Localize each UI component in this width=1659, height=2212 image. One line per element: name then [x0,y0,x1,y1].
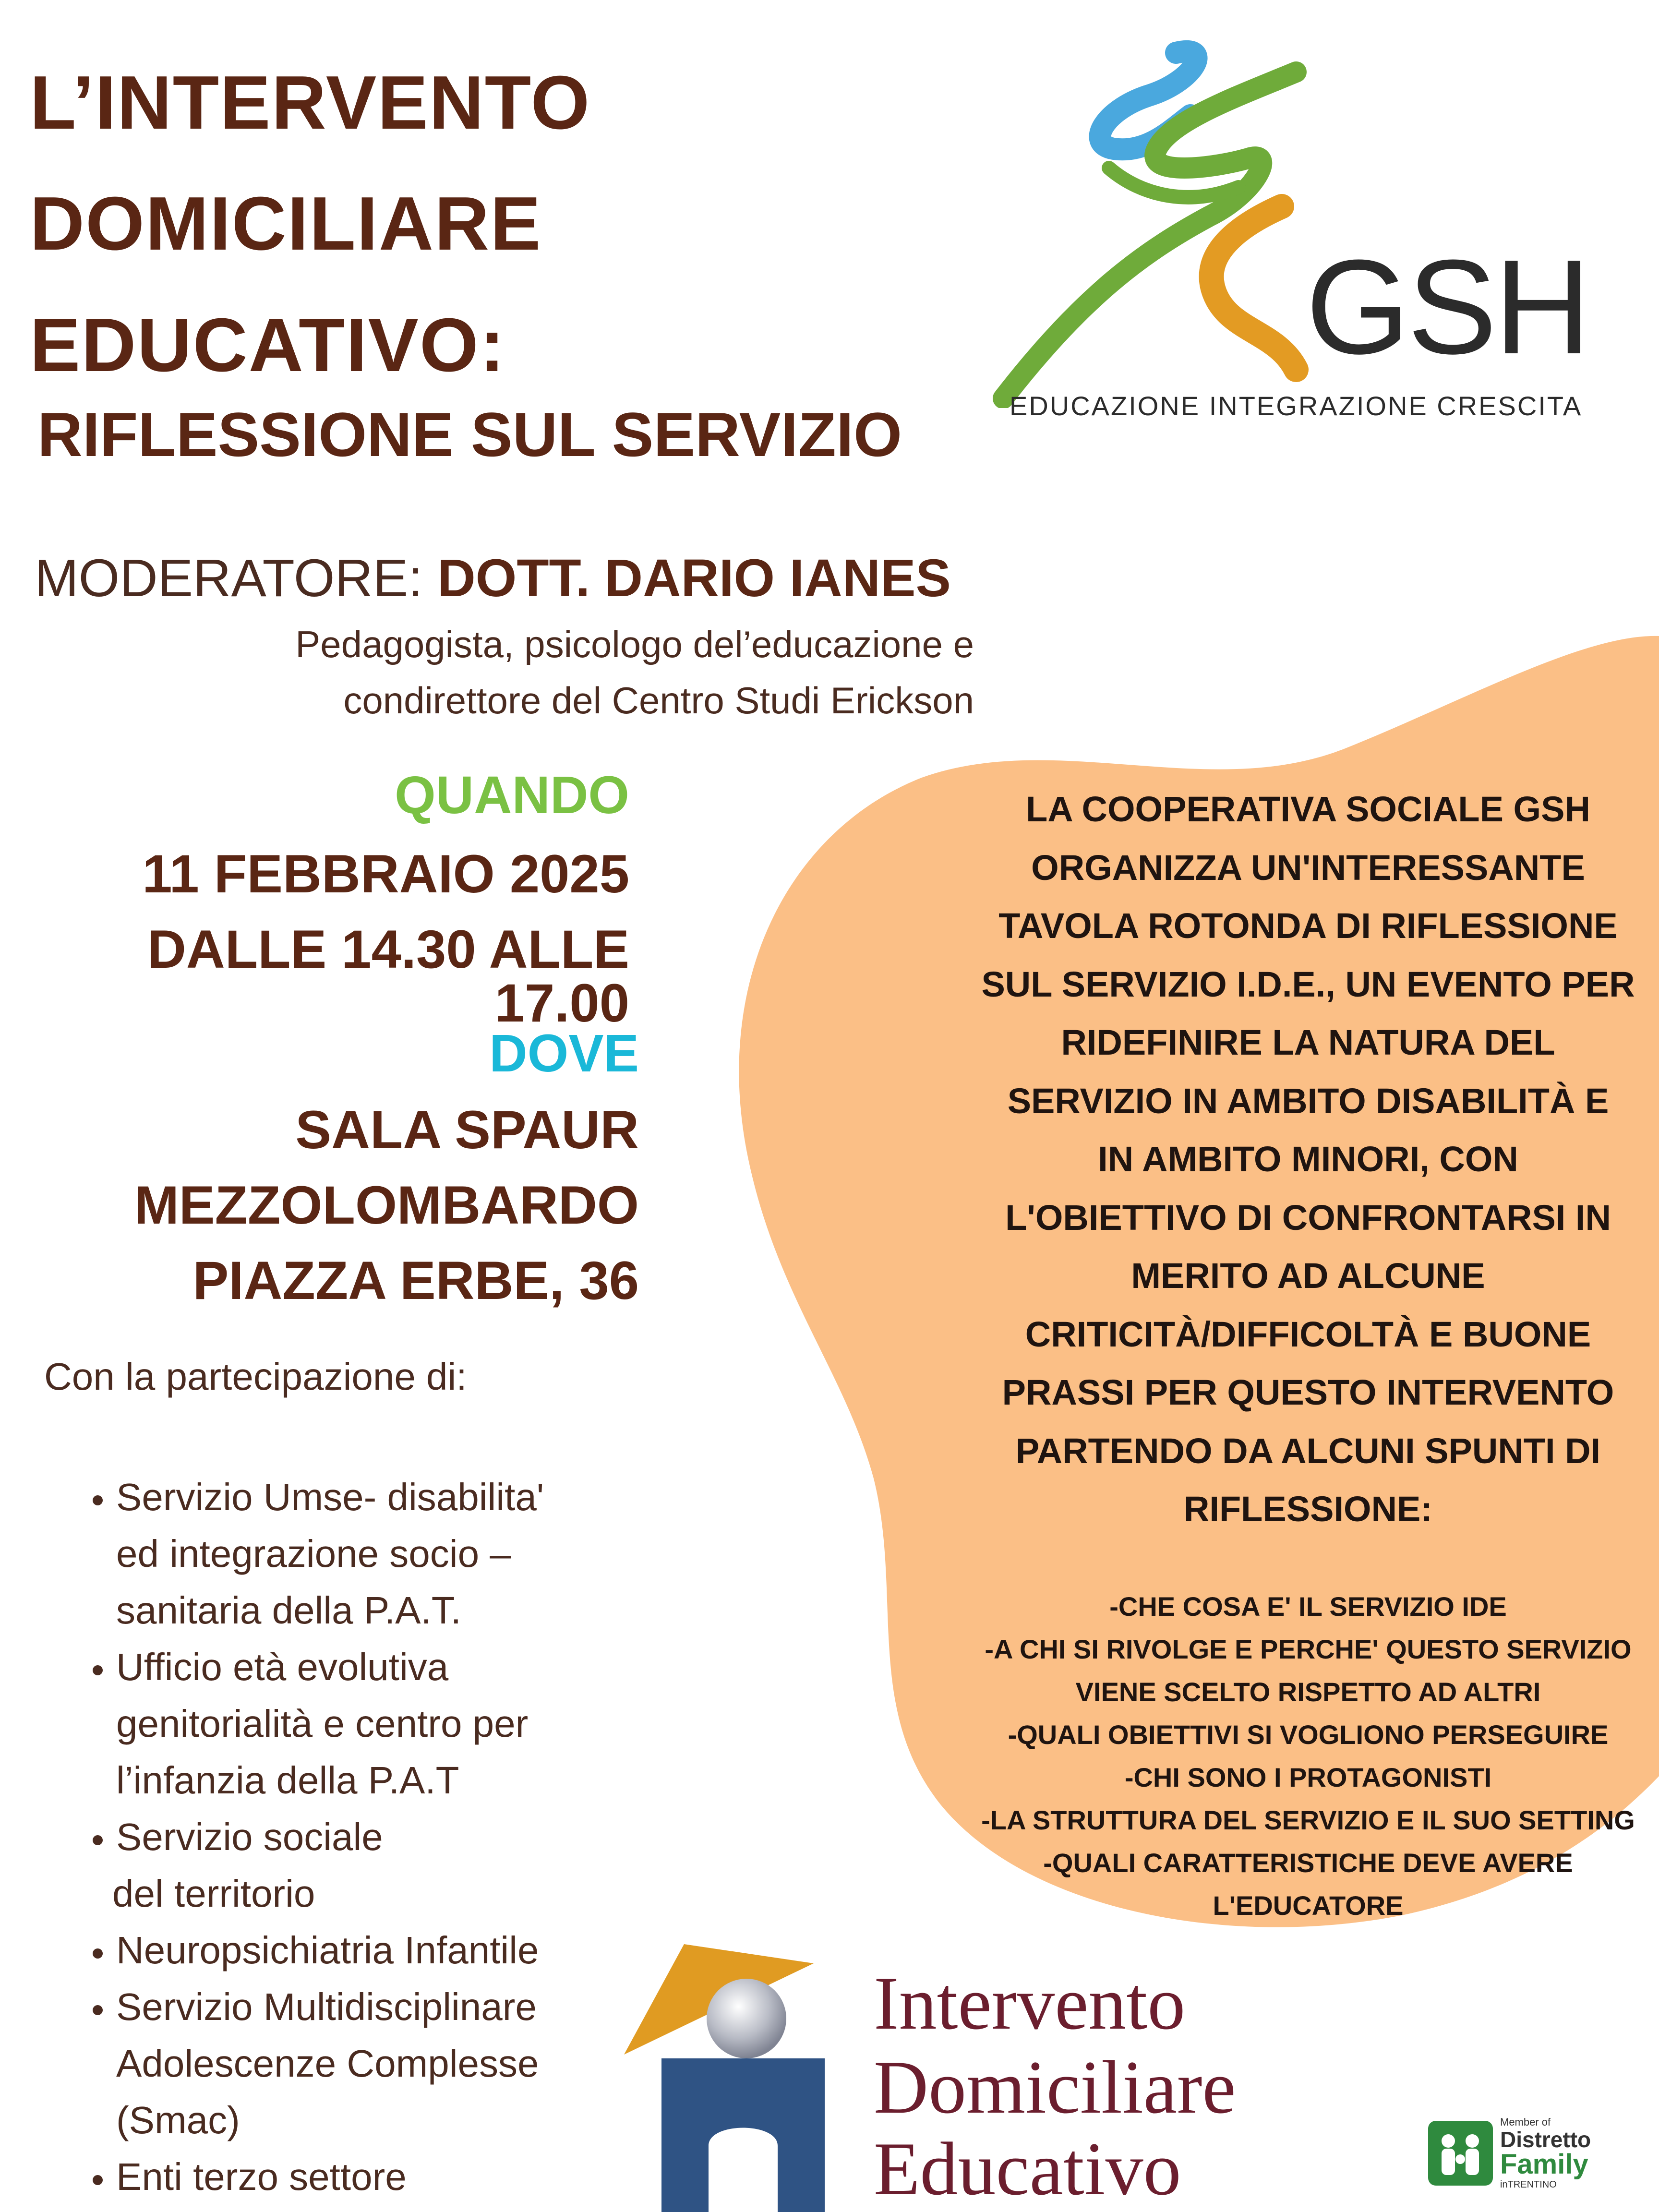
description-line: ORGANIZZA UN'INTERESSANTE [1031,847,1585,888]
description-line: CRITICITÀ/DIFFICOLTÀ E BUONE [1025,1314,1591,1354]
gsh-logo-tagline: EDUCAZIONE INTEGRAZIONE CRESCITA [1010,391,1583,421]
participant-text: ed integrazione socio – [116,1532,511,1575]
ide-logo-line-3: Educativo [874,2127,1181,2211]
ide-house-icon [624,1935,826,2212]
discussion-point: -QUALI OBIETTIVI SI VOGLIONO PERSEGUIRE [1008,1719,1609,1750]
event-date: 11 FEBBRAIO 2025 [142,844,629,904]
participant-text: del territorio [112,1872,315,1915]
title-line-3: EDUCATIVO: [30,303,506,387]
ide-logo-line-1: Intervento [874,1961,1186,2045]
discussion-point: L'EDUCATORE [1213,1890,1404,1921]
distretto-family-logo [1428,2116,1591,2198]
event-time: DALLE 14.30 ALLE 17.00 [147,919,629,1033]
participant-item [116,1639,716,1809]
description-line: PARTENDO DA ALCUNI SPUNTI DI [1015,1431,1601,1471]
discussion-points [955,1585,1659,1927]
participant-list [78,1469,716,2205]
description-line: L'OBIETTIVO DI CONFRONTARSI IN [1005,1197,1611,1238]
trentino-word: inTRENTINO [1500,2179,1557,2190]
ide-logo-line-2: Domiciliare [874,2045,1236,2129]
title-line-2: DOMICILIARE [30,181,542,266]
participant-item [116,1469,716,1639]
participant-text: Neuropsichiatria Infantile [116,1929,539,1972]
gsh-runner-icon [989,24,1325,408]
participant-item [112,1809,716,1922]
venue-town: MEZZOLOMBARDO [134,1175,639,1235]
description-line: SUL SERVIZIO I.D.E., UN EVENTO PER [981,964,1635,1004]
moderator-line [35,549,951,608]
discussion-point: -LA STRUTTURA DEL SERVIZIO E IL SUO SETTING [981,1805,1635,1835]
participant-text: Enti terzo settore [116,2155,407,2198]
event-description [955,780,1659,1539]
discussion-point: -QUALI CARATTERISTICHE DEVE AVERE [1043,1848,1573,1878]
moderator-label: MODERATORE: [35,549,423,608]
moderator-name: DOTT. DARIO IANES [437,549,951,608]
participant-text: Servizio Multidisciplinare [116,1985,537,2028]
participant-text: genitorialità e centro per [116,1702,529,1745]
description-line: TAVOLA ROTONDA DI RIFLESSIONE [998,906,1618,946]
venue-name: SALA SPAUR [295,1100,639,1160]
moderator-role-line-1: Pedagogista, psicologo del’educazione e [295,623,974,665]
when-label: QUANDO [395,766,629,825]
where-label: DOVE [489,1024,639,1083]
family-word: Family [1500,2149,1588,2180]
family-icon [1428,2121,1493,2186]
participant-text: l’infanzia della P.A.T [116,1759,459,1802]
distretto-word: Distretto [1500,2127,1591,2152]
discussion-point: VIENE SCELTO RISPETTO AD ALTRI [1075,1677,1541,1707]
discussion-point: -CHE COSA E' IL SERVIZIO IDE [1109,1591,1507,1622]
description-line: MERITO AD ALCUNE [1131,1256,1485,1296]
description-line: RIDEFINIRE LA NATURA DEL [1061,1022,1555,1062]
description-line: SERVIZIO IN AMBITO DISABILITÀ E [1007,1081,1609,1121]
participation-intro: Con la partecipazione di: [44,1355,467,1398]
participant-text: Adolescenze Complesse [116,2042,539,2085]
description-line: IN AMBITO MINORI, CON [1098,1139,1518,1179]
title-subtitle: RIFLESSIONE SUL SERVIZIO [37,399,902,469]
participant-text: Servizio sociale [116,1815,383,1858]
participant-text: sanitaria della P.A.T. [116,1589,461,1632]
venue-address: PIAZZA ERBE, 36 [192,1250,639,1310]
gsh-logo-word: GSH [1306,232,1588,382]
participant-text: Servizio Umse- disabilita' [116,1476,544,1518]
discussion-point: -CHI SONO I PROTAGONISTI [1124,1762,1492,1792]
distretto-member-text: Member of [1500,2116,1551,2128]
title-line-1: L’INTERVENTO [30,60,591,145]
moderator-role-line-2: condirettore del Centro Studi Erickson [343,679,974,721]
description-line: PRASSI PER QUESTO INTERVENTO [1002,1372,1614,1412]
description-line: LA COOPERATIVA SOCIALE GSH [1026,789,1590,829]
description-line: RIFLESSIONE: [1183,1489,1433,1529]
discussion-point: -A CHI SI RIVOLGE E PERCHE' QUESTO SERVIZIO [985,1634,1632,1664]
participant-text: (Smac) [116,2099,240,2141]
participant-text: Ufficio età evolutiva [116,1646,449,1688]
